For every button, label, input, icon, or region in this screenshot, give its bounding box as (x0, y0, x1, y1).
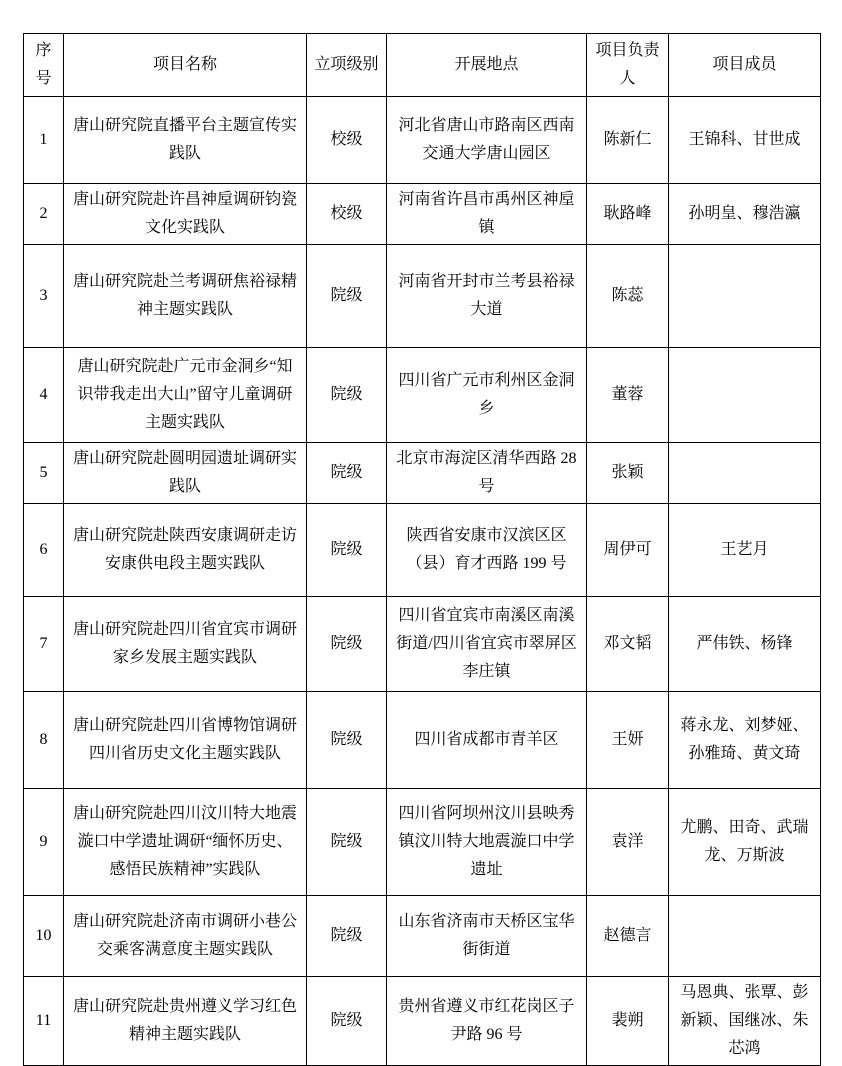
cell-index: 5 (24, 443, 64, 504)
cell-name: 唐山研究院赴兰考调研焦裕禄精神主题实践队 (64, 245, 307, 348)
cell-leader: 陈蕊 (587, 245, 669, 348)
cell-level: 院级 (307, 443, 387, 504)
column-header-name: 项目名称 (64, 34, 307, 97)
table-body (24, 97, 821, 1066)
table-header (24, 34, 821, 97)
cell-members: 马恩典、张覃、彭新颖、国继冰、朱芯鸿 (669, 977, 821, 1066)
cell-members: 蒋永龙、刘梦娅、孙雅琦、黄文琦 (669, 692, 821, 789)
cell-location: 四川省成都市青羊区 (387, 692, 587, 789)
cell-name: 唐山研究院直播平台主题宣传实践队 (64, 97, 307, 184)
cell-location: 山东省济南市天桥区宝华街街道 (387, 896, 587, 977)
cell-index: 8 (24, 692, 64, 789)
table-row (24, 348, 821, 443)
cell-members (669, 443, 821, 504)
cell-index: 10 (24, 896, 64, 977)
table-row (24, 184, 821, 245)
cell-members: 王锦科、甘世成 (669, 97, 821, 184)
table-row (24, 789, 821, 896)
cell-leader: 董蓉 (587, 348, 669, 443)
cell-leader: 裴朔 (587, 977, 669, 1066)
cell-name: 唐山研究院赴四川省博物馆调研四川省历史文化主题实践队 (64, 692, 307, 789)
cell-name: 唐山研究院赴济南市调研小巷公交乘客满意度主题实践队 (64, 896, 307, 977)
cell-level: 院级 (307, 348, 387, 443)
cell-members: 王艺月 (669, 504, 821, 597)
cell-leader: 周伊可 (587, 504, 669, 597)
column-header-location: 开展地点 (387, 34, 587, 97)
cell-members (669, 896, 821, 977)
cell-location: 北京市海淀区清华西路 28 号 (387, 443, 587, 504)
cell-index: 2 (24, 184, 64, 245)
table-row (24, 97, 821, 184)
cell-location: 河北省唐山市路南区西南交通大学唐山园区 (387, 97, 587, 184)
cell-index: 9 (24, 789, 64, 896)
cell-location: 陕西省安康市汉滨区区（县）育才西路 199 号 (387, 504, 587, 597)
cell-location: 河南省开封市兰考县裕禄大道 (387, 245, 587, 348)
cell-leader: 陈新仁 (587, 97, 669, 184)
cell-leader: 张颖 (587, 443, 669, 504)
column-header-index: 序号 (24, 34, 64, 97)
table-row (24, 443, 821, 504)
column-header-members: 项目成员 (669, 34, 821, 97)
table-row (24, 504, 821, 597)
cell-index: 3 (24, 245, 64, 348)
cell-level: 院级 (307, 977, 387, 1066)
cell-leader: 耿路峰 (587, 184, 669, 245)
table-row (24, 597, 821, 692)
cell-leader: 赵德言 (587, 896, 669, 977)
cell-leader: 王妍 (587, 692, 669, 789)
cell-name: 唐山研究院赴许昌神垕调研钧瓷文化实践队 (64, 184, 307, 245)
cell-level: 院级 (307, 896, 387, 977)
cell-location: 贵州省遵义市红花岗区子尹路 96 号 (387, 977, 587, 1066)
cell-index: 7 (24, 597, 64, 692)
cell-leader: 邓文韬 (587, 597, 669, 692)
cell-level: 校级 (307, 97, 387, 184)
cell-name: 唐山研究院赴广元市金洞乡“知识带我走出大山”留守儿童调研主题实践队 (64, 348, 307, 443)
cell-members (669, 245, 821, 348)
cell-level: 院级 (307, 504, 387, 597)
cell-level: 校级 (307, 184, 387, 245)
cell-members: 严伟铁、杨锋 (669, 597, 821, 692)
column-header-level: 立项级别 (307, 34, 387, 97)
table-row (24, 977, 821, 1066)
cell-name: 唐山研究院赴四川汶川特大地震漩口中学遗址调研“缅怀历史、感悟民族精神”实践队 (64, 789, 307, 896)
cell-location: 四川省宜宾市南溪区南溪街道/四川省宜宾市翠屏区李庄镇 (387, 597, 587, 692)
cell-level: 院级 (307, 789, 387, 896)
cell-name: 唐山研究院赴四川省宜宾市调研家乡发展主题实践队 (64, 597, 307, 692)
cell-index: 1 (24, 97, 64, 184)
cell-members: 孙明皇、穆浩瀛 (669, 184, 821, 245)
table-row (24, 896, 821, 977)
cell-location: 河南省许昌市禹州区神垕镇 (387, 184, 587, 245)
cell-name: 唐山研究院赴贵州遵义学习红色精神主题实践队 (64, 977, 307, 1066)
cell-index: 6 (24, 504, 64, 597)
cell-location: 四川省阿坝州汶川县映秀镇汶川特大地震漩口中学遗址 (387, 789, 587, 896)
cell-members: 尤鹏、田奇、武瑞龙、万斯波 (669, 789, 821, 896)
cell-index: 11 (24, 977, 64, 1066)
project-table (23, 33, 821, 1066)
cell-index: 4 (24, 348, 64, 443)
cell-leader: 袁洋 (587, 789, 669, 896)
column-header-leader: 项目负责人 (587, 34, 669, 97)
cell-name: 唐山研究院赴圆明园遗址调研实践队 (64, 443, 307, 504)
cell-level: 院级 (307, 245, 387, 348)
cell-level: 院级 (307, 597, 387, 692)
cell-members (669, 348, 821, 443)
cell-location: 四川省广元市利州区金洞乡 (387, 348, 587, 443)
cell-level: 院级 (307, 692, 387, 789)
table-row (24, 245, 821, 348)
cell-name: 唐山研究院赴陕西安康调研走访安康供电段主题实践队 (64, 504, 307, 597)
header-row (24, 34, 821, 97)
table-row (24, 692, 821, 789)
